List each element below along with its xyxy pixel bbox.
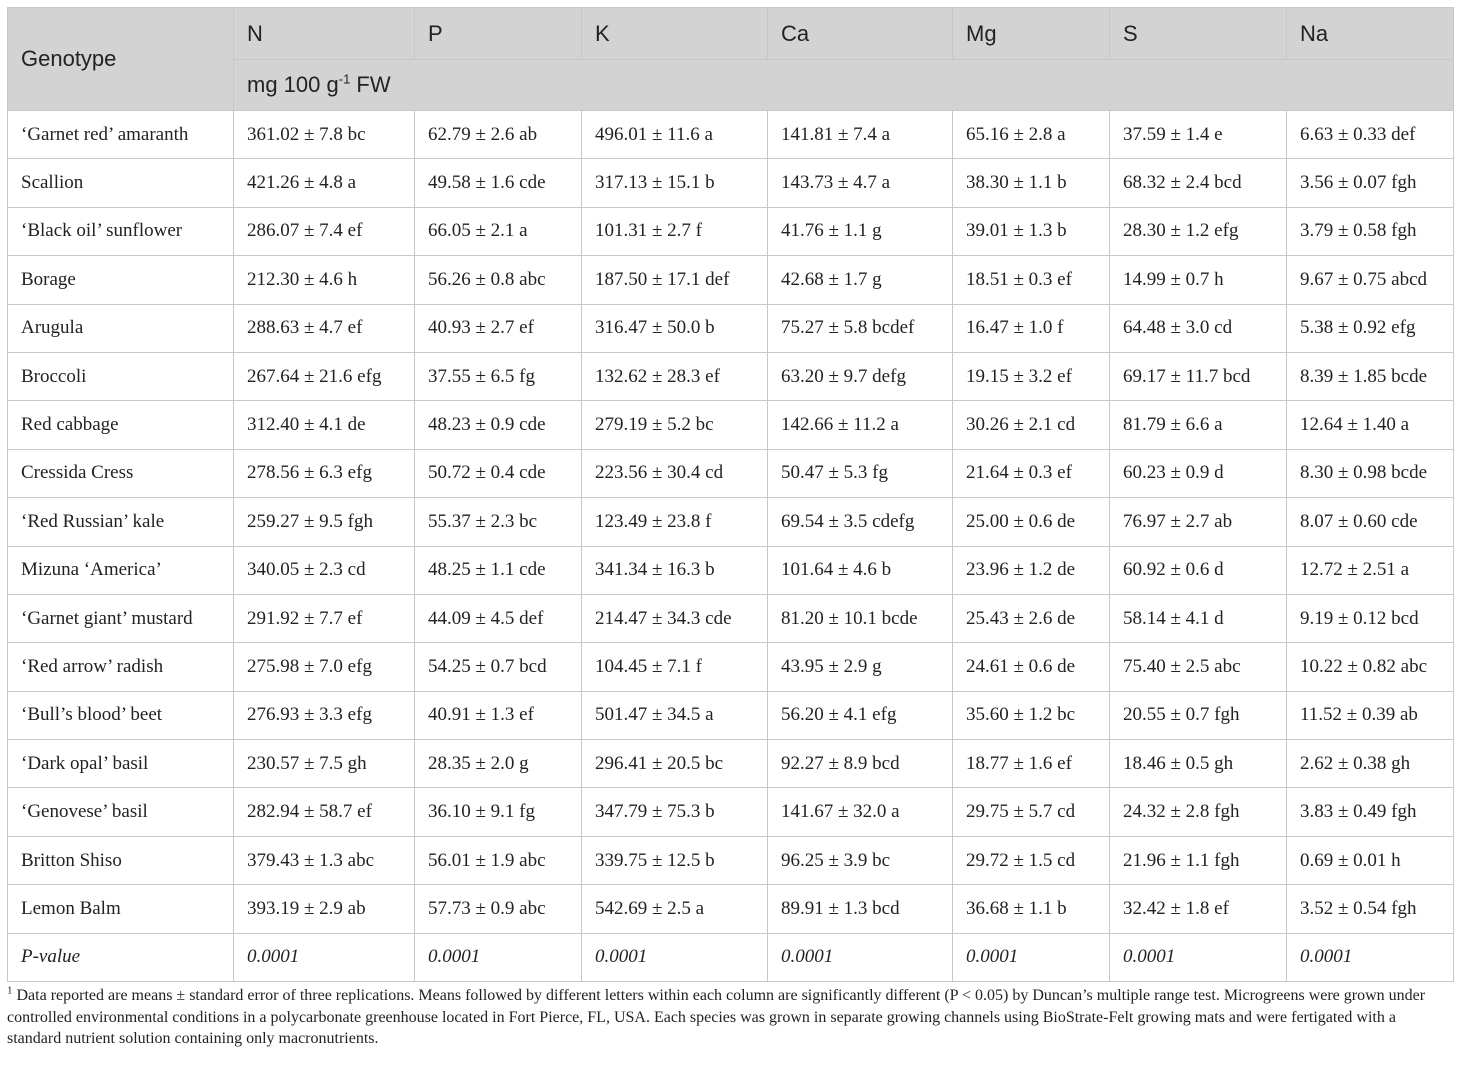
value-cell: 41.76 ± 1.1 g [768, 207, 953, 255]
value-cell: 16.47 ± 1.0 f [953, 304, 1110, 352]
unit-prefix: mg 100 g [247, 72, 339, 97]
p-value-row [8, 933, 1454, 981]
table-row [8, 159, 1454, 207]
table-row [8, 691, 1454, 739]
value-cell: 259.27 ± 9.5 fgh [234, 498, 415, 546]
value-cell: 379.43 ± 1.3 abc [234, 836, 415, 884]
value-cell: 542.69 ± 2.5 a [582, 885, 768, 933]
p-value-cell: 0.0001 [953, 933, 1110, 981]
table-row [8, 401, 1454, 449]
column-header-s: S [1110, 8, 1287, 60]
column-header-k: K [582, 8, 768, 60]
genotype-cell: ‘Garnet red’ amaranth [8, 111, 234, 159]
column-header-p: P [415, 8, 582, 60]
genotype-cell: ‘Black oil’ sunflower [8, 207, 234, 255]
value-cell: 0.69 ± 0.01 h [1287, 836, 1454, 884]
p-value-cell: 0.0001 [1287, 933, 1454, 981]
value-cell: 58.14 ± 4.1 d [1110, 594, 1287, 642]
value-cell: 2.62 ± 0.38 gh [1287, 740, 1454, 788]
value-cell: 286.07 ± 7.4 ef [234, 207, 415, 255]
table-row [8, 594, 1454, 642]
value-cell: 3.79 ± 0.58 fgh [1287, 207, 1454, 255]
value-cell: 68.32 ± 2.4 bcd [1110, 159, 1287, 207]
value-cell: 37.59 ± 1.4 e [1110, 111, 1287, 159]
value-cell: 54.25 ± 0.7 bcd [415, 643, 582, 691]
value-cell: 44.09 ± 4.5 def [415, 594, 582, 642]
genotype-cell: ‘Garnet giant’ mustard [8, 594, 234, 642]
table-row [8, 740, 1454, 788]
value-cell: 29.75 ± 5.7 cd [953, 788, 1110, 836]
table-row [8, 352, 1454, 400]
genotype-cell: Red cabbage [8, 401, 234, 449]
value-cell: 23.96 ± 1.2 de [953, 546, 1110, 594]
value-cell: 43.95 ± 2.9 g [768, 643, 953, 691]
value-cell: 143.73 ± 4.7 a [768, 159, 953, 207]
value-cell: 25.43 ± 2.6 de [953, 594, 1110, 642]
value-cell: 223.56 ± 30.4 cd [582, 449, 768, 497]
value-cell: 42.68 ± 1.7 g [768, 256, 953, 304]
value-cell: 11.52 ± 0.39 ab [1287, 691, 1454, 739]
value-cell: 55.37 ± 2.3 bc [415, 498, 582, 546]
p-value-cell: 0.0001 [415, 933, 582, 981]
value-cell: 316.47 ± 50.0 b [582, 304, 768, 352]
value-cell: 81.79 ± 6.6 a [1110, 401, 1287, 449]
column-header-mg: Mg [953, 8, 1110, 60]
value-cell: 275.98 ± 7.0 efg [234, 643, 415, 691]
table-row [8, 788, 1454, 836]
genotype-cell: ‘Dark opal’ basil [8, 740, 234, 788]
genotype-cell: Britton Shiso [8, 836, 234, 884]
value-cell: 40.93 ± 2.7 ef [415, 304, 582, 352]
value-cell: 28.30 ± 1.2 efg [1110, 207, 1287, 255]
p-value-cell: 0.0001 [582, 933, 768, 981]
value-cell: 393.19 ± 2.9 ab [234, 885, 415, 933]
value-cell: 8.07 ± 0.60 cde [1287, 498, 1454, 546]
value-cell: 38.30 ± 1.1 b [953, 159, 1110, 207]
value-cell: 39.01 ± 1.3 b [953, 207, 1110, 255]
value-cell: 12.72 ± 2.51 a [1287, 546, 1454, 594]
value-cell: 347.79 ± 75.3 b [582, 788, 768, 836]
value-cell: 312.40 ± 4.1 de [234, 401, 415, 449]
value-cell: 230.57 ± 7.5 gh [234, 740, 415, 788]
value-cell: 6.63 ± 0.33 def [1287, 111, 1454, 159]
p-value-cell: 0.0001 [1110, 933, 1287, 981]
genotype-header: Genotype [8, 8, 234, 111]
value-cell: 317.13 ± 15.1 b [582, 159, 768, 207]
column-header-n: N [234, 8, 415, 60]
value-cell: 25.00 ± 0.6 de [953, 498, 1110, 546]
genotype-cell: Arugula [8, 304, 234, 352]
value-cell: 3.83 ± 0.49 fgh [1287, 788, 1454, 836]
value-cell: 30.26 ± 2.1 cd [953, 401, 1110, 449]
value-cell: 92.27 ± 8.9 bcd [768, 740, 953, 788]
value-cell: 20.55 ± 0.7 fgh [1110, 691, 1287, 739]
genotype-cell: Lemon Balm [8, 885, 234, 933]
value-cell: 421.26 ± 4.8 a [234, 159, 415, 207]
value-cell: 291.92 ± 7.7 ef [234, 594, 415, 642]
value-cell: 501.47 ± 34.5 a [582, 691, 768, 739]
column-header-ca: Ca [768, 8, 953, 60]
value-cell: 36.68 ± 1.1 b [953, 885, 1110, 933]
value-cell: 214.47 ± 34.3 cde [582, 594, 768, 642]
value-cell: 62.79 ± 2.6 ab [415, 111, 582, 159]
value-cell: 49.58 ± 1.6 cde [415, 159, 582, 207]
p-value-cell: 0.0001 [768, 933, 953, 981]
value-cell: 35.60 ± 1.2 bc [953, 691, 1110, 739]
value-cell: 32.42 ± 1.8 ef [1110, 885, 1287, 933]
value-cell: 60.23 ± 0.9 d [1110, 449, 1287, 497]
value-cell: 104.45 ± 7.1 f [582, 643, 768, 691]
value-cell: 279.19 ± 5.2 bc [582, 401, 768, 449]
value-cell: 18.46 ± 0.5 gh [1110, 740, 1287, 788]
value-cell: 496.01 ± 11.6 a [582, 111, 768, 159]
table-row [8, 256, 1454, 304]
table-row [8, 836, 1454, 884]
footnote-text: Data reported are means ± standard error of three replications. Means followed by different letters within each column are significantly different (P < 0.05) by Duncan’s multiple range test. Microgreens were grown under controlled environmental conditions in a polycarbonate greenhouse located in Fort Pierce, FL, USA. Each species was grown in separate growing channels using BioStrate-Felt growing mats and were fertigated with a standard nutrient solution containing only macronutrients. [7, 987, 1426, 1047]
table-row [8, 643, 1454, 691]
value-cell: 340.05 ± 2.3 cd [234, 546, 415, 594]
value-cell: 28.35 ± 2.0 g [415, 740, 582, 788]
header-row-elements [8, 8, 1454, 60]
value-cell: 142.66 ± 11.2 a [768, 401, 953, 449]
value-cell: 65.16 ± 2.8 a [953, 111, 1110, 159]
value-cell: 60.92 ± 0.6 d [1110, 546, 1287, 594]
table-row [8, 449, 1454, 497]
value-cell: 56.26 ± 0.8 abc [415, 256, 582, 304]
value-cell: 18.77 ± 1.6 ef [953, 740, 1110, 788]
footnote-marker: 1 [7, 984, 13, 997]
mineral-content-table [7, 7, 1454, 982]
value-cell: 48.25 ± 1.1 cde [415, 546, 582, 594]
value-cell: 14.99 ± 0.7 h [1110, 256, 1287, 304]
value-cell: 24.61 ± 0.6 de [953, 643, 1110, 691]
genotype-cell: Borage [8, 256, 234, 304]
value-cell: 8.30 ± 0.98 bcde [1287, 449, 1454, 497]
value-cell: 69.54 ± 3.5 cdefg [768, 498, 953, 546]
value-cell: 132.62 ± 28.3 ef [582, 352, 768, 400]
genotype-cell: ‘Genovese’ basil [8, 788, 234, 836]
genotype-cell: ‘Red arrow’ radish [8, 643, 234, 691]
value-cell: 288.63 ± 4.7 ef [234, 304, 415, 352]
table-row [8, 111, 1454, 159]
table-row [8, 304, 1454, 352]
table-body [8, 111, 1454, 982]
value-cell: 101.64 ± 4.6 b [768, 546, 953, 594]
genotype-cell: ‘Red Russian’ kale [8, 498, 234, 546]
value-cell: 18.51 ± 0.3 ef [953, 256, 1110, 304]
value-cell: 89.91 ± 1.3 bcd [768, 885, 953, 933]
value-cell: 21.64 ± 0.3 ef [953, 449, 1110, 497]
value-cell: 50.72 ± 0.4 cde [415, 449, 582, 497]
value-cell: 69.17 ± 11.7 bcd [1110, 352, 1287, 400]
genotype-cell: Scallion [8, 159, 234, 207]
value-cell: 3.56 ± 0.07 fgh [1287, 159, 1454, 207]
value-cell: 9.67 ± 0.75 abcd [1287, 256, 1454, 304]
value-cell: 339.75 ± 12.5 b [582, 836, 768, 884]
value-cell: 278.56 ± 6.3 efg [234, 449, 415, 497]
genotype-cell: Mizuna ‘America’ [8, 546, 234, 594]
value-cell: 123.49 ± 23.8 f [582, 498, 768, 546]
value-cell: 101.31 ± 2.7 f [582, 207, 768, 255]
value-cell: 296.41 ± 20.5 bc [582, 740, 768, 788]
unit-exponent: -1 [338, 71, 351, 87]
value-cell: 75.27 ± 5.8 bcdef [768, 304, 953, 352]
value-cell: 9.19 ± 0.12 bcd [1287, 594, 1454, 642]
value-cell: 75.40 ± 2.5 abc [1110, 643, 1287, 691]
unit-header [234, 60, 1454, 111]
value-cell: 341.34 ± 16.3 b [582, 546, 768, 594]
value-cell: 141.81 ± 7.4 a [768, 111, 953, 159]
value-cell: 276.93 ± 3.3 efg [234, 691, 415, 739]
value-cell: 37.55 ± 6.5 fg [415, 352, 582, 400]
column-header-na: Na [1287, 8, 1454, 60]
value-cell: 57.73 ± 0.9 abc [415, 885, 582, 933]
value-cell: 267.64 ± 21.6 efg [234, 352, 415, 400]
table-row [8, 885, 1454, 933]
value-cell: 63.20 ± 9.7 defg [768, 352, 953, 400]
value-cell: 12.64 ± 1.40 a [1287, 401, 1454, 449]
value-cell: 282.94 ± 58.7 ef [234, 788, 415, 836]
table-row [8, 207, 1454, 255]
p-value-label: P-value [8, 933, 234, 981]
value-cell: 40.91 ± 1.3 ef [415, 691, 582, 739]
value-cell: 141.67 ± 32.0 a [768, 788, 953, 836]
value-cell: 96.25 ± 3.9 bc [768, 836, 953, 884]
value-cell: 5.38 ± 0.92 efg [1287, 304, 1454, 352]
value-cell: 24.32 ± 2.8 fgh [1110, 788, 1287, 836]
value-cell: 36.10 ± 9.1 fg [415, 788, 582, 836]
value-cell: 3.52 ± 0.54 fgh [1287, 885, 1454, 933]
value-cell: 66.05 ± 2.1 a [415, 207, 582, 255]
table-footnote [7, 985, 1453, 1050]
value-cell: 10.22 ± 0.82 abc [1287, 643, 1454, 691]
genotype-cell: Cressida Cress [8, 449, 234, 497]
value-cell: 361.02 ± 7.8 bc [234, 111, 415, 159]
value-cell: 64.48 ± 3.0 cd [1110, 304, 1287, 352]
value-cell: 56.01 ± 1.9 abc [415, 836, 582, 884]
value-cell: 81.20 ± 10.1 bcde [768, 594, 953, 642]
value-cell: 56.20 ± 4.1 efg [768, 691, 953, 739]
table-row [8, 546, 1454, 594]
value-cell: 48.23 ± 0.9 cde [415, 401, 582, 449]
table-row [8, 498, 1454, 546]
value-cell: 8.39 ± 1.85 bcde [1287, 352, 1454, 400]
value-cell: 76.97 ± 2.7 ab [1110, 498, 1287, 546]
value-cell: 19.15 ± 3.2 ef [953, 352, 1110, 400]
value-cell: 50.47 ± 5.3 fg [768, 449, 953, 497]
value-cell: 212.30 ± 4.6 h [234, 256, 415, 304]
value-cell: 187.50 ± 17.1 def [582, 256, 768, 304]
p-value-cell: 0.0001 [234, 933, 415, 981]
nutrient-table-container [7, 7, 1453, 982]
unit-suffix: FW [350, 72, 391, 97]
value-cell: 21.96 ± 1.1 fgh [1110, 836, 1287, 884]
genotype-cell: ‘Bull’s blood’ beet [8, 691, 234, 739]
genotype-cell: Broccoli [8, 352, 234, 400]
value-cell: 29.72 ± 1.5 cd [953, 836, 1110, 884]
